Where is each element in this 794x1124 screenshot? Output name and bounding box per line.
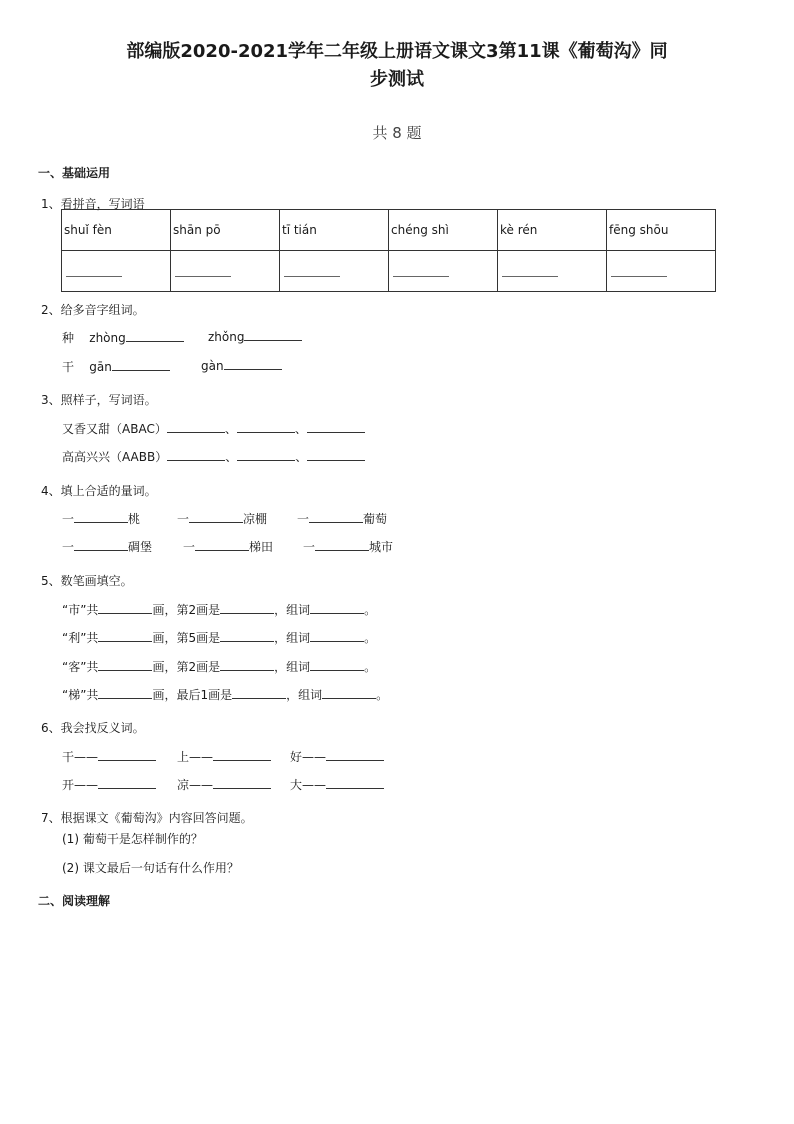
pinyin-reading: gān	[89, 360, 112, 374]
measure-word-item: 一 碉堡	[62, 540, 153, 554]
title-line-2: 步测试	[370, 69, 424, 90]
question-2-label: 2、给多音字组词。	[41, 303, 145, 317]
answer-blank[interactable]	[220, 630, 274, 642]
answer-blank[interactable]	[326, 777, 384, 789]
pinyin-table	[61, 209, 716, 292]
separator: 、	[294, 422, 307, 436]
separator: 、	[225, 450, 238, 464]
answer-blank[interactable]	[322, 687, 376, 699]
answer-blank[interactable]	[98, 687, 152, 699]
answer-blank[interactable]	[315, 539, 369, 551]
answer-blank[interactable]	[220, 659, 274, 671]
answer-blank[interactable]	[74, 511, 128, 523]
section-heading-basic: 一、基础运用	[38, 166, 111, 180]
answer-cell[interactable]	[607, 251, 716, 292]
answer-blank[interactable]	[213, 777, 271, 789]
answer-cell[interactable]	[171, 251, 280, 292]
question-5-label: 5、数笔画填空。	[41, 574, 133, 588]
pinyin-cell: shān pō	[171, 210, 280, 251]
polyphone-row-2	[62, 358, 170, 375]
measure-word-item: 一 城市	[303, 540, 394, 554]
answer-blank[interactable]	[98, 602, 152, 614]
pinyin-cell: chéng shì	[389, 210, 498, 251]
section-heading-reading: 二、阅读理解	[38, 894, 111, 908]
answer-blank[interactable]	[307, 449, 365, 461]
answer-blank[interactable]	[74, 539, 128, 551]
polyphone-char: 种	[62, 331, 75, 345]
antonym-item: 凉——	[177, 776, 271, 793]
answer-blank[interactable]	[309, 511, 363, 523]
answer-blank[interactable]	[98, 777, 156, 789]
measure-word-item: 一 梯田	[183, 540, 274, 554]
answer-blank[interactable]	[310, 630, 364, 642]
pattern-row-aabb	[62, 448, 365, 465]
question-1-label: 1、看拼音，写词语	[41, 197, 145, 211]
measure-word-item: 一 桃	[62, 512, 141, 526]
answer-blank[interactable]	[220, 602, 274, 614]
answer-blank[interactable]	[112, 359, 170, 371]
antonym-item: 好——	[290, 748, 384, 765]
pinyin-cell: fēng shōu	[607, 210, 716, 251]
polyphone-row-2b	[201, 358, 282, 373]
answer-blank[interactable]	[310, 602, 364, 614]
answer-blank[interactable]	[98, 630, 152, 642]
stroke-row: “利”共 画，第5画是 ，组词 。	[62, 631, 377, 645]
measure-word-item: 一 凉棚	[177, 512, 268, 526]
pinyin-reading: zhǒng	[208, 330, 245, 344]
answer-blank[interactable]	[326, 749, 384, 761]
pinyin-reading: zhòng	[89, 331, 126, 345]
answer-blank[interactable]	[167, 449, 225, 461]
question-4-label: 4、填上合适的量词。	[41, 484, 157, 498]
antonym-item: 开——	[62, 776, 156, 793]
answer-cell[interactable]	[62, 251, 171, 292]
question-3-label: 3、照样子，写词语。	[41, 393, 157, 407]
pinyin-cell: shuǐ fèn	[62, 210, 171, 251]
separator: 、	[295, 450, 308, 464]
pinyin-cell: tī tián	[280, 210, 389, 251]
antonym-item: 干——	[62, 748, 156, 765]
answer-blank[interactable]	[126, 330, 184, 342]
answer-blank[interactable]	[213, 749, 271, 761]
answer-cell[interactable]	[389, 251, 498, 292]
page-title	[100, 38, 694, 94]
question-count: 共 8 题	[372, 124, 422, 142]
question-7-sub-1: (1) 葡萄干是怎样制作的？	[62, 832, 203, 846]
answer-blank[interactable]	[244, 329, 302, 341]
pattern-label: 又香又甜（ABAC）	[62, 422, 167, 436]
answer-blank[interactable]	[195, 539, 249, 551]
question-6-label: 6、我会找反义词。	[41, 721, 145, 735]
antonym-item: 大——	[290, 776, 384, 793]
question-7-label: 7、根据课文《葡萄沟》内容回答问题。	[41, 811, 253, 825]
answer-blank[interactable]	[237, 421, 295, 433]
answer-blank[interactable]	[237, 449, 295, 461]
answer-blank[interactable]	[307, 421, 365, 433]
measure-word-item: 一 葡萄	[297, 512, 388, 526]
stroke-row: “客”共 画，第2画是 ，组词 。	[62, 660, 377, 674]
answer-blank[interactable]	[232, 687, 286, 699]
pattern-label: 高高兴兴（AABB）	[62, 450, 168, 464]
stroke-row: “市”共 画，第2画是 ，组词 。	[62, 603, 377, 617]
polyphone-row-1	[62, 329, 184, 346]
antonym-item: 上——	[177, 748, 271, 765]
answer-blank[interactable]	[98, 749, 156, 761]
stroke-row: “梯”共 画，最后1画是 ，组词 。	[62, 688, 389, 702]
answer-cell[interactable]	[280, 251, 389, 292]
polyphone-char: 干	[62, 360, 75, 374]
pattern-row-abac	[62, 420, 365, 437]
answer-blank[interactable]	[167, 421, 225, 433]
answer-blank[interactable]	[310, 659, 364, 671]
answer-blank[interactable]	[189, 511, 243, 523]
title-line-1: 部编版2020-2021学年二年级上册语文课文3第11课《葡萄沟》同	[126, 41, 668, 62]
answer-blank[interactable]	[224, 358, 282, 370]
pinyin-reading: gàn	[201, 359, 224, 373]
answer-cell[interactable]	[498, 251, 607, 292]
pinyin-cell: kè rén	[498, 210, 607, 251]
question-7-sub-2: (2) 课文最后一句话有什么作用？	[62, 861, 239, 875]
answer-blank[interactable]	[98, 659, 152, 671]
polyphone-row-1b	[208, 329, 302, 344]
separator: 、	[224, 422, 237, 436]
